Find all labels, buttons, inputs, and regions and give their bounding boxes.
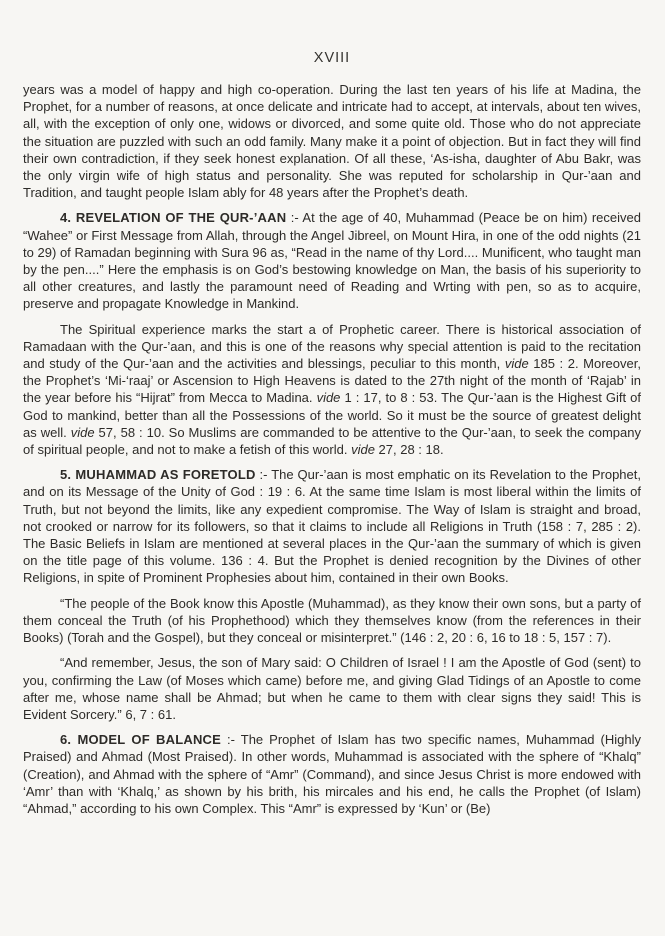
text-run: The Spiritual experience marks the start a of Prophetic career. There is historical association of Ramadaan with the Qur-’aan, and this is one of the reasons why special attention is paid to the recitation and study of the Qur-’aan and the activities and blessings, peculiar to this month,: [23, 321, 641, 372]
text-run: vide: [316, 390, 341, 406]
text-run: :- At the age of 40, Muhammad (Peace be on him) received “Wahee” or First Message from Allah, through the Angel Jibreel, on Mount Hira, in one of the odd nights (21 to 29) of Ramadan beginning with Sura 96 as, “Read in the name of thy Lord.... Munificent, who taught man by the pen....” Here the emphasis is on God’s bestowing knowledge on Man, the basis of his superiority to all other creatures, and lastly the paramount need of Reading and Wrting with pen, so as to acquire, preserve and propagate Knowledge in Mankind.: [23, 210, 641, 312]
text-run: vide: [70, 424, 95, 440]
text-run: 1 : 17, to 8 : 53. The Qur-’aan is the Highest Gift of God to mankind, better than all the Possessions of the world. So it must be the source of greatest delight as well.: [23, 390, 641, 440]
text-run: “And remember, Jesus, the son of Mary said: O Children of Israel ! I am the Apostle of God (sent) to you, confirming the Law (of Moses which came) before me, and giving Glad Tidings of an Apostle to come after me, whose name shall be Ahmad; but when he came to them with clear signs they said! This is Evident Sorcery.” 6, 7 : 61.: [23, 655, 641, 722]
text-run: 185 : 2. Moreover, the Prophet’s ‘Mi-‘raaj’ or Ascension to High Heavens is dated to the 27th night of the month of ‘Rajab’ in the year before his “Hijrat” from Mecca to Madina.: [23, 356, 641, 406]
text-run: 27, 28 : 18.: [374, 442, 444, 458]
page-number: XVIII: [313, 50, 351, 66]
paragraph: [23, 654, 641, 723]
text-run: :- The Prophet of Islam has two specific names, Muhammad (Highly Praised) and Ahmad (Most Praised). In other words, Muhammad is associated with the sphere of “Khalq” (Creation), and Ahmad with the sphere of “Amr” (Command), and since Jesus Christ is more endowed with ‘Amr’ than with ‘Khalq,’ as shown by his brith, his mircales and his end, he calls the Prophet (of Islam) “Ahmad,” according to his own Complex. This “Amr” is expressed by ‘Kun’ or (Be): [23, 732, 642, 816]
paragraph: [23, 595, 641, 647]
paragraph: [23, 209, 641, 312]
section-heading: 6. MODEL OF BALANCE: [60, 732, 222, 748]
paragraph: [23, 321, 641, 459]
section-heading: 5. MUHAMMAD AS FORETOLD: [60, 467, 256, 483]
paragraph: [23, 731, 641, 817]
text-run: vide: [504, 356, 529, 372]
paragraph: [23, 466, 641, 586]
section-heading: 4. REVELATION OF THE QUR-’AAN: [60, 210, 287, 226]
page-content: [23, 81, 641, 817]
text-run: :- The Qur-’aan is most emphatic on its Revelation to the Prophet, and on its Message of the Unity of God : 19 : 6. At the same time Islam is most liberal within the limits of Truth, but not beyond the limits, like any expedient compromise. The Way of Islam is straight and broad, not crooked or narrow for its followers, so that it claims to include all Religions in Truth (158 : 7, 285 : 2). The Basic Beliefs in Islam are mentioned at several places in the Qur-’aan the summary of which is given on the title page of this volume. 136 : 4. But the Prophet is denied recognition by the Divines of other Religions, in spite of Prominent Prophesies about him, contained in their own Books.: [23, 467, 641, 586]
text-run: 57, 58 : 10. So Muslims are commanded to be attentive to the Qur-’aan, to seek the company of spiritual people, and not to make a fetish of this world.: [23, 424, 641, 458]
text-run: “The people of the Book know this Apostle (Muhammad), as they know their own sons, but a party of them conceal the Truth (of his Prophethood) which they themselves know (from the references in their Books) (Torah and the Gospel), but they conceal or misinterpret.” (146 : 2, 20 : 6, 16 to 18 : 5, 157 : 7).: [23, 595, 641, 646]
text-run: years was a model of happy and high co-operation. During the last ten years of his life at Madina, the Prophet, for a number of reasons, at once delicate and intricate had to accept, at intervals, about ten wives, all, with the exception of only one, widows or divorced, and some quite old. Those who do not appreciate the situation are puzzled with such an odd family. Many make it a point of objection. But in fact they will find their own contradiction, if they seek honest explanation. Of all these, ‘As-isha, daughter of Abu Bakr, was the only virgin wife of high status and personality. She was reputed for scholarship in Qur-’aan and Tradition, and taught people Islam ably for 48 years after the Prophet’s death.: [23, 82, 641, 201]
paragraph: [23, 81, 641, 201]
text-run: vide: [351, 442, 375, 458]
